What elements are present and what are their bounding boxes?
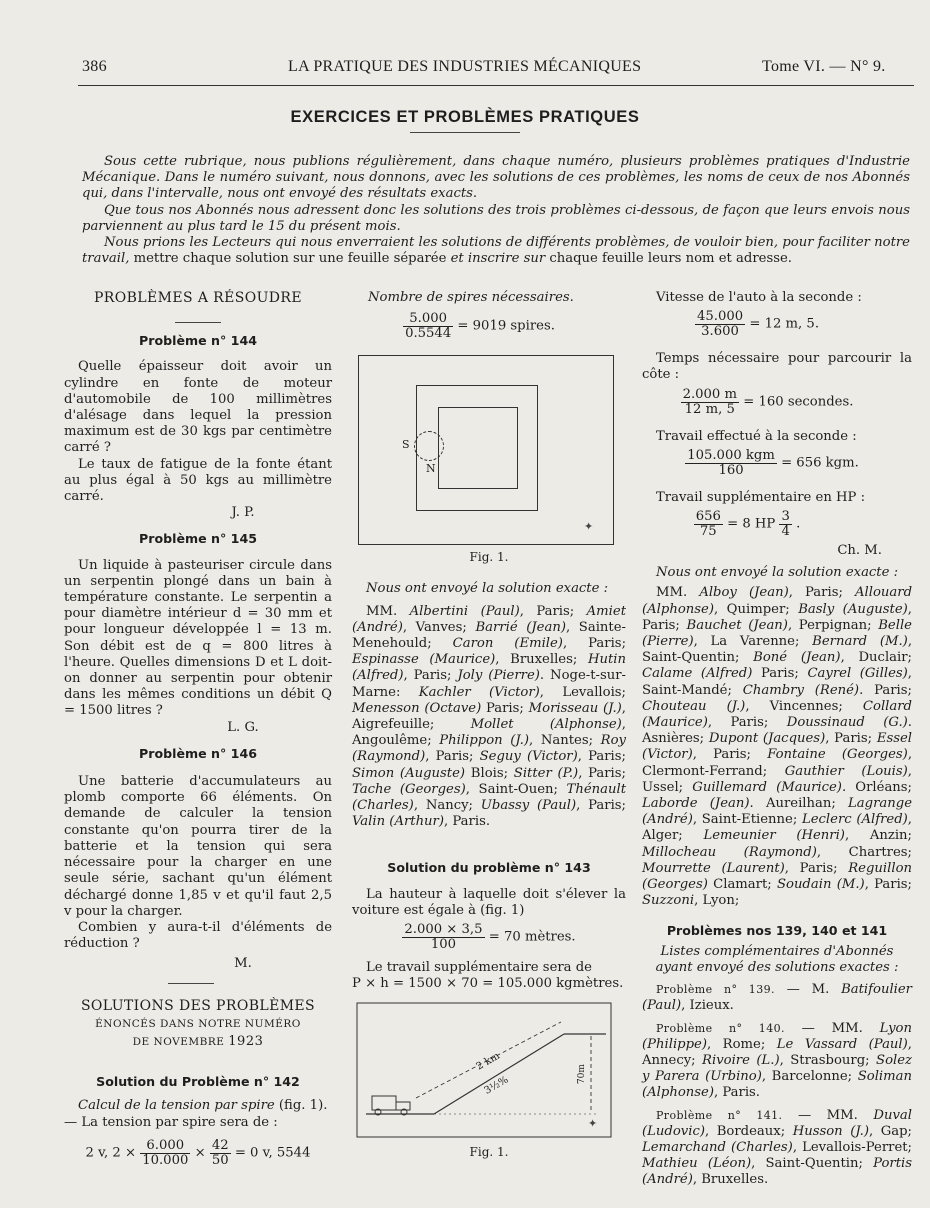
solution-143-text-2: Le travail supplémentaire sera de	[366, 960, 592, 976]
equation-time: $\frac{2.000 m}{12 m, 5}$ = 160 secondes.	[682, 386, 854, 417]
height-label: 70m	[576, 1064, 587, 1085]
solution-142-text-2: — La tension par spire sera de :	[64, 1114, 278, 1130]
intro-paragraph-2: Que tous nos Abonnés nous adressent donc les solutions des trois problèmes ci-dessous, de façon que leurs envois nous parviennent au plus tard le 15 du présent mois.	[82, 202, 910, 234]
list-problem-140: Problème n° 140. — MM. Lyon (Philippe), Rome; Le Vassard (Paul), Annecy; Rivoire (L.), Strasbourg; Solez y Parera (Urbino), Barcelonne; Soliman (Alphonse), Paris.	[642, 1020, 912, 1101]
list-problem-139: Problème n° 139. — M. Batifoulier (Paul), Izieux.	[642, 982, 912, 1014]
solution-142-title: Solution du Problème n° 142	[96, 1074, 300, 1090]
divider	[168, 983, 214, 984]
signature: Ch. M.	[837, 543, 882, 559]
solution-142-text: Calcul de la tension par spire (fig. 1).	[78, 1098, 328, 1114]
equation-143-height: $\frac{2.000 \times 3,5}{100}$ = 70 mètres.	[404, 922, 576, 953]
intro-paragraph-1: Sous cette rubrique, nous publions régulièrement, dans chaque numéro, plusieurs problèmes pratiques d'Industrie Mécanique. Dans le numéro suivant, nous donnons, avec les solutions de ces problèmes, les noms de ceux de nos Abonnés qui, dans l'intervalle, nous ont envoyé des résultats exacts.	[82, 154, 910, 202]
right-column	[642, 290, 912, 1189]
problem-145-text: Un liquide à pasteuriser circule dans un serpentin plongé dans un bain à température constante. Le serpentin a pour diamètre intérieur d = 30 mm et pour longueur développée l = 13 m. Son débit est de q = 800 litres à l'heure. Quelles dimensions D et L doit-on donner au serpentin pour obtenir dans les mêmes conditions un débit Q = 1500 litres ?	[64, 557, 332, 719]
equation-spires: $\frac{5.000}{0.5544}$ = 9019 spires.	[405, 311, 555, 342]
left-column	[64, 290, 332, 1172]
equation-speed: $\frac{45.000}{3.600}$ = 12 m, 5.	[696, 309, 820, 340]
intro-paragraph-3: Nous prions les Lecteurs qui nous enverraient les solutions de différents problèmes, de vouloir bien, pour faciliter notre travail, mettre chaque solution sur une feuille séparée et inscrire sur chaque feuille leurs nom et adresse.	[82, 235, 910, 267]
problem-145-title: Problème n° 145	[139, 531, 257, 547]
solution-143-title: Solution du problème n° 143	[387, 860, 591, 876]
label-s: S	[402, 438, 410, 452]
journal-title: LA PRATIQUE DES INDUSTRIES MÉCANIQUES	[288, 58, 642, 75]
monogram-icon: ✦	[588, 1117, 598, 1131]
problem-144-title: Problème n° 144	[139, 333, 257, 349]
equation-hp: $\frac{656}{75}$ = 8 HP $\frac{3}{4}$ .	[695, 509, 801, 540]
coil-circle	[414, 431, 444, 461]
solution-143-equation: P × h = 1500 × 70 = 105.000 kgmètres.	[352, 976, 624, 992]
solutions-heading: SOLUTIONS DES PROBLÈMES	[80, 997, 316, 1014]
work-label: Travail effectué à la seconde :	[656, 428, 857, 444]
solvers-list: MM. Albertini (Paul), Paris; Amiet (André), Vanves; Barrié (Jean), Sainte-Menehould; Caron (Emile), Paris; Espinasse (Maurice), Bruxelles; Hutin (Alfred), Paris; Joly (Pierre). Noge-t-sur-Marne: Kachler (Victor), Levallois; Menesson (Octave) Paris; Morisseau (J.), Aigrefeuille; Mollet (Alphonse), Angoulême; Philippon (J.), Nantes; Roy (Raymond), Paris; Seguy (Victor), Paris; Simon (Auguste) Blois; Sitter (P.), Paris; Tache (Georges), Saint-Ouen; Thénault (Charles), Nancy; Ubassy (Paul), Paris; Valin (Arthur), Paris.	[352, 603, 627, 830]
figure-1-slope-caption: Fig. 1.	[469, 1145, 509, 1160]
distance-label: 2 km	[474, 1051, 502, 1074]
solution-143-text: La hauteur à laquelle doit s'élever la voiture est égale à (fig. 1)	[352, 886, 626, 918]
label-n: N	[426, 462, 436, 476]
solutions-subheading: ÉNONCÉS DANS NOTRE NUMÉRO	[95, 1017, 301, 1030]
problem-144-text-2: Le taux de fatigue de la fonte étant au plus égal à 50 kgs au millimètre carré.	[64, 456, 332, 505]
speed-label: Vitesse de l'auto à la seconde :	[656, 290, 862, 305]
section-title: EXERCICES ET PROBLÈMES PRATIQUES	[290, 108, 640, 126]
intro	[82, 154, 910, 267]
header-rule	[78, 85, 914, 86]
problem-144-text: Quelle épaisseur doit avoir un cylindre en fonte de moteur d'automobile de 100 millimètres d'alésage dans lequel la pression maximum est de 30 kgs par centimètre carré ?	[64, 359, 332, 456]
page-number: 386	[82, 58, 107, 75]
figure-1-transformer	[358, 355, 620, 551]
problem-146-signature: M.	[234, 956, 252, 972]
problem-145-signature: L. G.	[227, 719, 259, 735]
volume-number: Tome VI. — N° 9.	[762, 58, 886, 75]
figure-1-slope	[356, 1002, 616, 1142]
spires-label: Nombre de spires nécessaires.	[368, 290, 574, 305]
figure-1-caption: Fig. 1.	[469, 550, 509, 565]
divider	[175, 322, 221, 323]
equation-work: $\frac{\text{105.000 kgm}}{160}$ = 656 kgm.	[687, 447, 859, 478]
problem-146-title: Problème n° 146	[139, 745, 257, 761]
exact-solutions-label: Nous ont envoyé la solution exacte :	[366, 581, 609, 597]
hp-label: Travail supplémentaire en HP :	[656, 489, 866, 505]
problems-139-141-subtitle: Listes complémentaires d'Abonnés ayant envoyé des solutions exactes :	[655, 943, 899, 975]
equation-142: 2 v, 2 × $\frac{6.000}{10.000}$ × $\frac{42}{50}$ = 0 v, 5544	[85, 1137, 311, 1168]
problem-144-signature: J. P.	[231, 505, 255, 521]
title-rule	[410, 132, 520, 133]
problems-heading: PROBLÈMES A RÉSOUDRE	[93, 290, 302, 306]
solvers-list: MM. Alboy (Jean), Paris; Allouard (Alphonse), Quimper; Basly (Auguste), Paris; Bauchet (Jean), Perpignan; Belle (Pierre), La Varenne; Bernard (M.), Saint-Quentin; Boné (Jean), Duclair; Calame (Alfred) Paris; Cayrel (Gilles), Saint-Mandé; Chambry (René). Paris; Chouteau (J.), Vincennes; Collard (Maurice), Paris; Doussinaud (G.). Asnières; Dupont (Jacques), Paris; Essel (Victor), Paris; Fontaine (Georges), Clermont-Ferrand; Gauthier (Louis), Ussel; Guillemard (Maurice). Orléans; Laborde (Jean). Aureilhan; Lagrange (André), Saint-Etienne; Leclerc (Alfred), Alger; Lemeunier (Henri), Anzin; Millocheau (Raymond), Chartres; Mourrette (Laurent), Paris; Reguillon (Georges) Clamart; Soudain (M.), Paris; Suzzoni, Lyon;	[642, 585, 913, 909]
core-inner	[438, 407, 518, 489]
monogram-icon: ✦	[584, 520, 594, 534]
problem-146-text: Une batterie d'accumulateurs au plomb comporte 66 éléments. On demande de calculer la tension constante qu'on pourra tirer de la batterie et la tension qui sera nécessaire pour la charger en une seule série, sachant qu'un élément déchargé donne 1,85 v et qu'il faut 2,5 v pour la charger.	[64, 774, 332, 919]
problem-146-text-2: Combien y aura-t-il d'éléments de réduction ?	[64, 919, 332, 952]
exact-solutions-label: Nous ont envoyé la solution exacte :	[656, 565, 899, 581]
solutions-subheading-2: DE NOVEMBRE 1923	[132, 1033, 264, 1049]
grade-label: 3½%	[482, 1074, 511, 1098]
problems-139-141-title: Problèmes nos 139, 140 et 141	[666, 923, 888, 939]
list-problem-141: Problème n° 141. — MM. Duval (Ludovic), Bordeaux; Husson (J.), Gap; Lemarchand (Charles), Levallois-Perret; Mathieu (Léon), Saint-Quentin; Portis (André), Bruxelles.	[642, 1107, 913, 1188]
middle-column	[352, 290, 626, 1161]
time-label: Temps nécessaire pour parcourir la côte :	[642, 351, 912, 383]
